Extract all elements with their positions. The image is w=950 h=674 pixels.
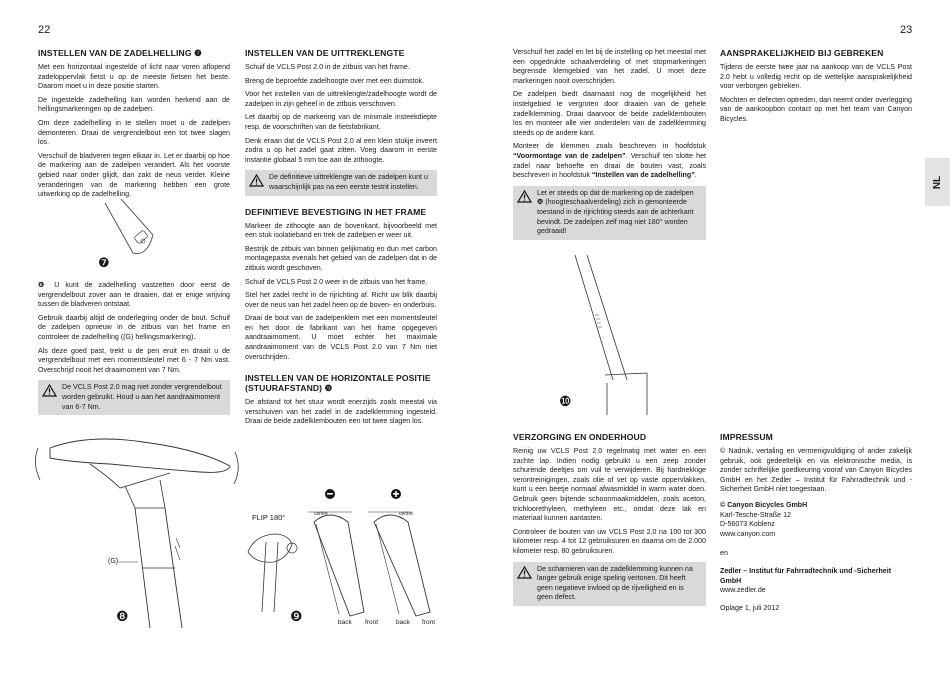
paragraph: Stel het zadel recht in de rijrichting af. Richt uw blik daarbij over de neus van het zadel heen op de boven- en onderbuis.: [245, 291, 437, 309]
column-3: [513, 48, 706, 247]
column-4: [720, 48, 912, 129]
figure-9-number: ❾: [290, 608, 303, 624]
paragraph: Voor het instellen van de uittreklengte/zadelhoogte wordt de zadelpen in zijn geheel in de zitbuis verschoven.: [245, 90, 437, 108]
figure-10: [555, 255, 655, 415]
section-title-care-maintenance: VERZORGING EN ONDERHOUD: [513, 432, 647, 442]
website-link: www.canyon.com: [720, 529, 776, 538]
warning-box: [513, 186, 706, 240]
language-tab-label: NL: [932, 175, 943, 189]
page-number-left: 22: [38, 24, 51, 36]
figure-10-number: ❿: [559, 393, 572, 409]
paragraph: © Nadruk, vertaling en vermenigvuldiging of ander zakelijk gebruik, ook gedeeltelijk en via elektronische media, is zonder schriftelijke goedkeuring vooraf van Canyon Bicycles GmbH en het Zedler – Institut für Fahrradtechnik und -Sicherheit GmbH niet toegestaan.: [720, 447, 912, 494]
website-link: www.zedler.de: [720, 586, 766, 595]
chapter-reference: “Instellen van de zadelhelling”: [591, 171, 695, 180]
conjunction: en: [720, 549, 728, 558]
figure-8: [30, 428, 245, 628]
paragraph: Draai de bout van de zadelpenklem met een momentsleutel en het door de fabrikant van het frame opgegeven aandraaimoment. U moet echter het maximale aandraaimoment van de VCLS Post 2.0 van 7 Nm niet overschrijden.: [245, 314, 437, 361]
column-4-lower: [720, 432, 912, 613]
address-street: Karl-Tesche-Straße 12: [720, 510, 791, 519]
warning-text: De VCLS Post 2.0 mag niet zonder vergrendelbout worden gebruikt. Houd u aan het aandraaimoment van 6-7 Nm.: [62, 383, 222, 411]
paragraph: De ingestelde zadelhelling kan worden herkend aan de hellingsmarkeringen op de zadelpen.: [38, 95, 230, 114]
figure-8-marker-g: (G): [108, 558, 119, 565]
saddle-clamp-flip-illustration: [244, 482, 444, 630]
warning-box: [513, 562, 706, 606]
text-run: . Verschuif ten slotte het zadel naar behoefte en draai de bouten vast, zoals beschreven in hoofdstuk: [513, 151, 706, 180]
column-1: [38, 48, 230, 204]
seatpost-height-scale-illustration: [555, 255, 655, 415]
paragraph: Bestrijk de zitbuis van binnen gelijkmatig en dun met carbon montagepasta evenals het gebied van de zadelpen dat in de zitbuis wordt geschoven.: [245, 244, 437, 272]
paragraph: Gebruik daarbij altijd de onderlegring onder de bout. Schuif de zadelpen opnieuw in de zitbuis van het frame en controleer de zadelhelling ((G) hellingsmarkering).: [38, 313, 230, 341]
section-title-extension-length: INSTELLEN VAN DE UITTREKLENGTE: [245, 48, 405, 58]
company-name: © Canyon Bicycles GmbH: [720, 500, 808, 509]
paragraph: De zadelpen biedt daarnaast nog de mogelijkheid het instelgebied te vergroten door draaien van de gehele zadelklemming. Draai daarvoor de beide zadelklembouten los en monteer alle vier onderdelen van de zadelklemming steeds op de andere kant.: [513, 90, 706, 137]
warning-text: De definitieve uittreklengte van de zadelpen kunt u waarschijnlijk pas na een eerste testrit instellen.: [269, 173, 428, 191]
column-3-lower: [513, 432, 706, 613]
paragraph: Verschuif het zadel en let bij de instelling op het meestal met een opgedrukte schaalverdeling of met stopmarkeringen begrensde klemgebied van het zadel. U moet deze markeringen nooit overschrijden.: [513, 48, 706, 85]
paragraph: Reinig uw VCLS Post 2.0 regelmatig met water en een zachte lap. Indien nodig gebruikt u een zeep zonder schurende deeltjes om vuil te verwijderen. Bij hardnekkige verontreinigingen, zoals olie of vet op vaste oppervlakken, kunt u een beetje normaal afwasmiddel in warm water doen. Gebruik geen bijtende schoonmaakmiddelen, zoals aceton, trichloorethyleen, methyleen etc., omdat deze lak en materiaal kunnen aantasten.: [513, 447, 706, 523]
paragraph: Mochten er defecten optreden, dan neemt onder overlegging van de aankoopbon contact op met het team van Canyon Bicycles.: [720, 95, 912, 123]
chapter-reference: “Voormontage van de zadelpen”: [513, 151, 626, 160]
figure-7: [95, 195, 175, 275]
figure-8-number: ❽: [116, 608, 129, 624]
page-number-right: 23: [900, 24, 913, 36]
label-back: back: [396, 619, 410, 626]
section-title-horizontal-position: INSTELLEN VAN DE HORIZONTALE POSITIE (STUURAFSTAND) ❾: [245, 373, 431, 394]
paragraph: Om deze zadelhelling in te stellen moet u de zadelpen demonteren. Draai de vergrendelbout een tot twee slagen los.: [38, 118, 230, 147]
figure-7-number: ❼: [98, 255, 110, 270]
paragraph: Markeer de zithoogte aan de bovenkant, bijvoorbeeld met een stuk isolatieband en trek de zadelpen er weer uit.: [245, 221, 437, 240]
paragraph: Schuif de VCLS Post 2.0 in de zitbuis van het frame.: [245, 63, 410, 71]
paragraph: Denk eraan dat de VCLS Post 2.0 al een klein stukje inveert zodra u op het zadel gaat zitten. Voeg daarom in eerste instantie globaal 5 mm toe aan de zithoogte.: [245, 136, 437, 164]
address-city: D-56073 Koblenz: [720, 520, 775, 529]
address-block: [720, 501, 912, 539]
text-run: Monteer de klemmen zoals beschreven in hoofdstuk: [513, 142, 706, 151]
section-title-saddle-tilt: INSTELLEN VAN DE ZADELHELLING ❼: [38, 48, 202, 58]
institute-name: Zedler – Institut für Fahrradtechnik und -Sicherheit GmbH: [720, 566, 892, 585]
warning-icon: [42, 384, 57, 397]
language-tab: [925, 158, 950, 206]
paragraph: Schuif de VCLS Post 2.0 weer in de zitbuis van het frame.: [245, 277, 428, 286]
text-run: .: [694, 171, 697, 180]
warning-text: Let er steeds op dat de markering op de zadelpen ❿ (hoogteschaalverdeling) zich in gemonteerde toestand in de rijrichting steeds aan de achterkant bevindt. De zadelpen zelf mag niet 180° worden gedraaid!: [537, 188, 694, 236]
section-title-final-mounting: DEFINITIEVE BEVESTIGING IN HET FRAME: [245, 206, 427, 217]
column-1-lower: [38, 281, 230, 422]
paragraph: ❻ U kunt de zadelhelling vastzetten door eerst de vergrendelbout zover aan te draaien, dat er enige wrijving tussen de bladveren ontstaat.: [38, 281, 230, 309]
paragraph: Verschuif de bladveren tegen elkaar in. Let er daarbij op hoe de markering aan de zadelpen verandert. Als het voorste gebied naar onder glijdt, dan zakt de neus verder. Kleine veranderingen van de markering hebben een grote uitwerking op de zadelhelling.: [38, 151, 230, 199]
label-front: front: [422, 619, 436, 626]
warning-text: De scharnieren van de zadelklemming kunnen na langer gebruik enige speling vertonen. Dit heeft geen negatieve invloed op de rijveiligheid en is geen defect.: [537, 564, 693, 602]
column-2: [245, 48, 437, 431]
paragraph: Met een horizontaal ingestelde of licht naar voren aflopend zadeloppervlak fietst u op de meeste fietsen het beste. Daarom moet u in deze positie starten.: [38, 63, 230, 91]
warning-box: [38, 380, 230, 415]
warning-icon: [517, 190, 532, 203]
warning-icon: [517, 566, 532, 579]
warning-box: [245, 170, 437, 195]
paragraph: De afstand tot het stuur wordt enerzijds zoals meestal via verschuiven van het zadel in de zadelklemming ingesteld. Draai de beide zadelklembouten een tot twee slagen los.: [245, 398, 437, 426]
paragraph: Let daarbij op de markering van de minimale insteekdiepte resp. de voorschriften van de fietsfabrikant.: [245, 113, 437, 131]
saddle-seatpost-illustration: [30, 428, 245, 628]
warning-icon: [249, 174, 264, 187]
centre-label-1: centre: [314, 511, 328, 517]
paragraph: Controleer de bouten van uw VCLS Post 2.0 na 100 tot 300 kilometer resp. 4 tot 12 gebruiksuren en daarna om de 2.000 kilometer resp. 80 gebruiksuren.: [513, 527, 706, 555]
section-title-liability: AANSPRAKELIJKHEID BIJ GEBREKEN: [720, 48, 884, 58]
centre-label-2: centre: [399, 511, 413, 517]
paragraph: Tijdens de eerste twee jaar na aankoop van de VCLS Post 2.0 hebt u volledig recht op de wettelijke aansprakelijkheid voor verborgen gebreken.: [720, 63, 912, 91]
figure-9: [244, 482, 444, 630]
paragraph: Als deze goed past, trekt u de pen eruit en draait u de vergrendelbout met een momentsleutel met 6 - 7 Nm vast. Overschrijd nooit het draaimoment van 7 Nm.: [38, 346, 230, 374]
paragraph: [513, 142, 706, 180]
label-front: front: [365, 619, 379, 626]
edition-note: Oplage 1, juli 2012: [720, 603, 780, 612]
label-back: back: [338, 619, 352, 626]
paragraph: Breng de beproefde zadelhoogte over met een duimstok.: [245, 76, 425, 85]
flip-label: FLIP 180°: [252, 513, 286, 522]
section-title-impressum: IMPRESSUM: [720, 432, 773, 442]
